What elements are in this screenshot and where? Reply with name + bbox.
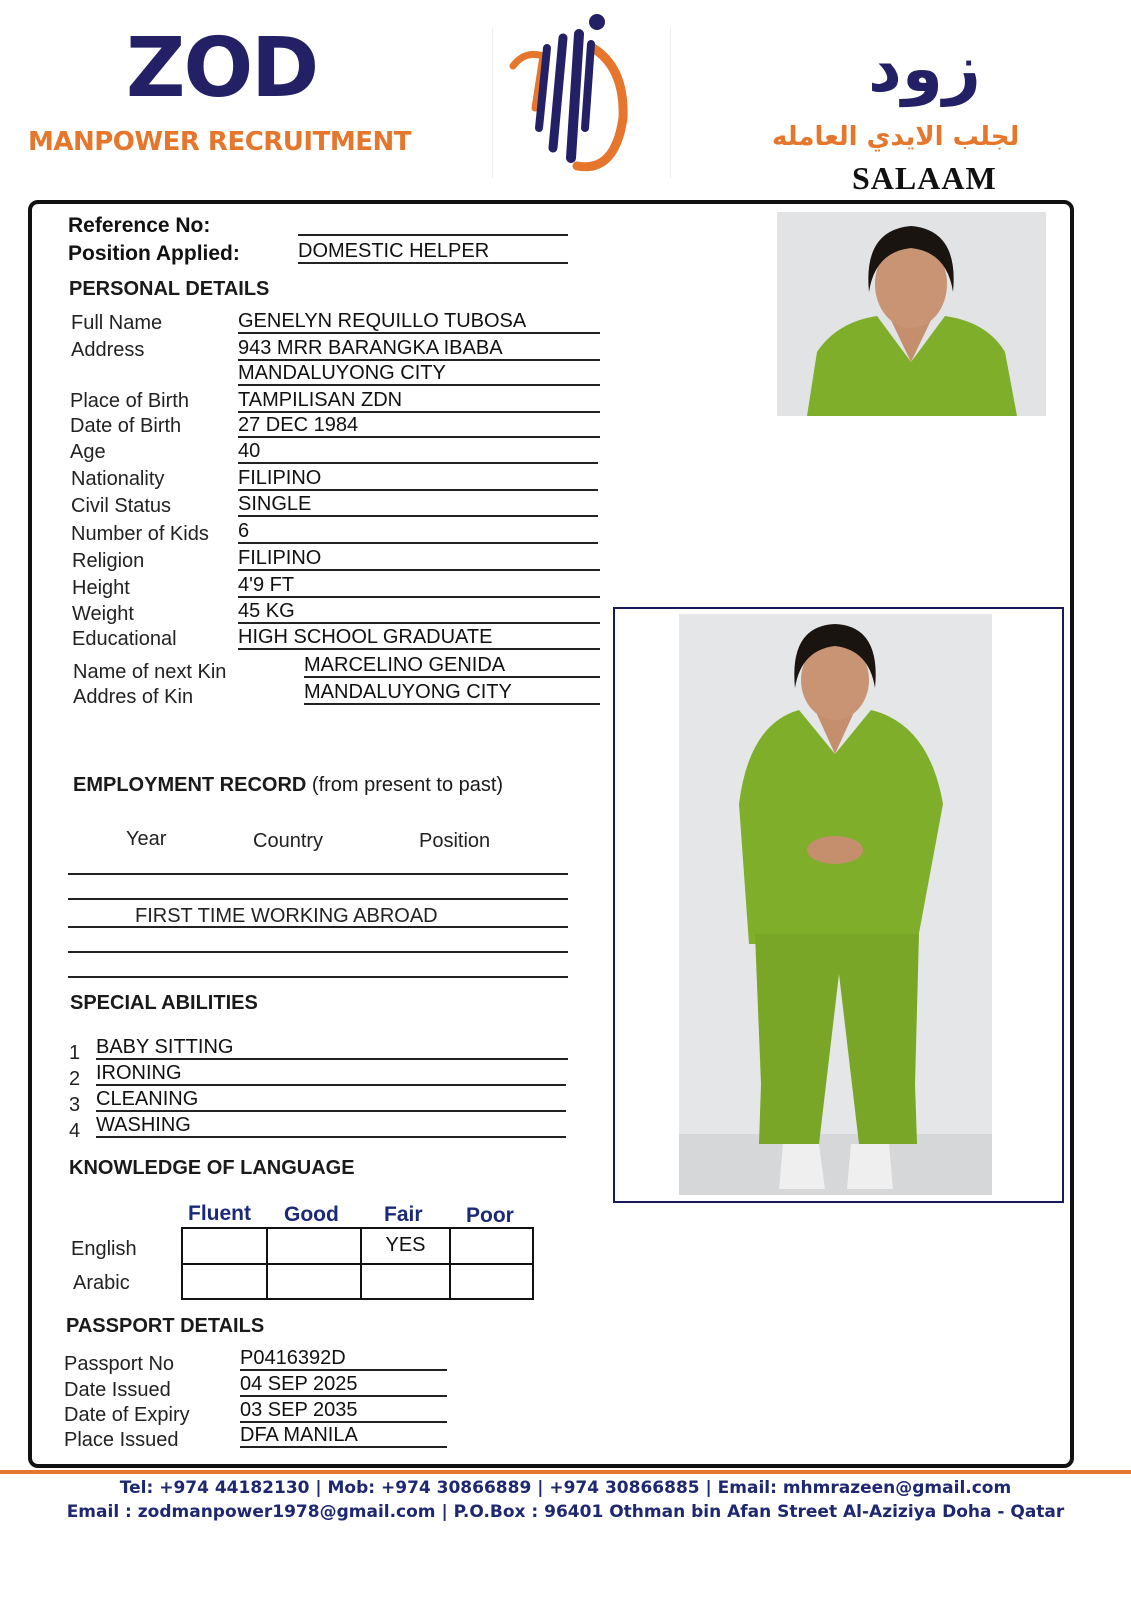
- personal-value: 4'9 FT: [238, 574, 600, 598]
- personal-value: FILIPINO: [238, 467, 598, 491]
- personal-label: Religion: [72, 550, 145, 572]
- personal-label: Civil Status: [71, 495, 172, 517]
- applicant-portrait-photo: [777, 212, 1046, 416]
- employment-note: (from present to past): [311, 774, 504, 796]
- personal-label: Age: [70, 441, 106, 463]
- kin-value: MARCELINO GENIDA: [304, 654, 600, 678]
- language-cell: [360, 1263, 451, 1300]
- employment-line: [68, 926, 568, 928]
- personal-value: SINGLE: [238, 493, 598, 517]
- personal-label: Place of Birth: [70, 390, 189, 412]
- ability-item: CLEANING: [96, 1088, 566, 1112]
- level-poor: Poor: [466, 1204, 514, 1227]
- reference-value: [298, 212, 568, 236]
- ability-item: WASHING: [96, 1114, 566, 1138]
- arabic-brand: زود: [868, 30, 981, 107]
- personal-value: GENELYN REQUILLO TUBOSA: [238, 310, 600, 334]
- arabic-tagline: لجلب الايدي العامله: [772, 122, 1020, 152]
- language-cell: [266, 1227, 362, 1265]
- personal-label: Address: [71, 339, 145, 361]
- passport-value: 04 SEP 2025: [240, 1373, 447, 1397]
- ability-number: 4: [69, 1120, 81, 1142]
- position-value: DOMESTIC HELPER: [298, 240, 568, 264]
- level-fluent: Fluent: [188, 1202, 251, 1225]
- personal-label: Full Name: [71, 312, 163, 334]
- personal-details-title: PERSONAL DETAILS: [69, 278, 270, 300]
- passport-details-title: PASSPORT DETAILS: [66, 1315, 265, 1337]
- employment-header-year: Year: [126, 828, 167, 850]
- applicant-full-photo: [679, 614, 992, 1195]
- language-cell: [181, 1263, 268, 1300]
- language-cell: [449, 1263, 534, 1300]
- passport-value: DFA MANILA: [240, 1424, 447, 1448]
- personal-label: Nationality: [71, 468, 165, 490]
- ability-number: 3: [69, 1094, 81, 1116]
- employment-entry: FIRST TIME WORKING ABROAD: [135, 905, 438, 927]
- ability-item: IRONING: [96, 1062, 566, 1086]
- footer-divider: [0, 1470, 1131, 1474]
- personal-value: HIGH SCHOOL GRADUATE: [238, 626, 600, 650]
- employment-title: EMPLOYMENT RECORD: [73, 774, 307, 796]
- brand-tagline: MANPOWER RECRUITMENT: [28, 127, 411, 157]
- personal-value: 6: [238, 520, 598, 544]
- personal-value: 943 MRR BARANGKA IBABA: [238, 337, 600, 361]
- level-good: Good: [284, 1203, 339, 1226]
- employment-header-country: Country: [253, 830, 324, 852]
- header-divider: [670, 28, 671, 178]
- passport-label: Passport No: [64, 1353, 175, 1375]
- reference-label: Reference No:: [68, 214, 211, 237]
- personal-value: 40: [238, 440, 598, 464]
- personal-value: TAMPILISAN ZDN: [238, 389, 600, 413]
- company-logo-icon: [505, 8, 655, 178]
- footer-contact-line: Tel: +974 44182130 | Mob: +974 30866889 | +974 30866885 | Email: mhmrazeen@gmail.com: [119, 1478, 1012, 1498]
- ability-number: 1: [69, 1042, 81, 1064]
- personal-value: FILIPINO: [238, 547, 600, 571]
- personal-label: Date of Birth: [70, 415, 182, 437]
- ability-item: BABY SITTING: [96, 1036, 568, 1060]
- passport-label: Place Issued: [64, 1429, 179, 1451]
- special-abilities-title: SPECIAL ABILITIES: [70, 992, 258, 1014]
- language-cell: [266, 1263, 362, 1300]
- language-name: Arabic: [73, 1272, 130, 1294]
- passport-value: P0416392D: [240, 1347, 447, 1371]
- kin-label: Name of next Kin: [73, 661, 227, 683]
- language-name: English: [71, 1238, 137, 1260]
- personal-value: 27 DEC 1984: [238, 414, 600, 438]
- footer-address-line: Email : zodmanpower1978@gmail.com | P.O.Box : 96401 Othman bin Afan Street Al-Aziziya Doha - Qatar: [66, 1502, 1065, 1522]
- personal-label: Number of Kids: [71, 523, 209, 545]
- brand-logo-text: ZOD: [126, 21, 318, 116]
- employment-line: [68, 898, 568, 900]
- position-label: Position Applied:: [68, 242, 240, 265]
- kin-label: Addres of Kin: [73, 686, 194, 708]
- employment-record-title: [73, 774, 503, 797]
- personal-value: 45 KG: [238, 600, 600, 624]
- kin-value: MANDALUYONG CITY: [304, 681, 600, 705]
- ability-number: 2: [69, 1068, 81, 1090]
- personal-label: Height: [72, 577, 130, 599]
- language-cell: [449, 1227, 534, 1265]
- passport-label: Date of Expiry: [64, 1404, 190, 1426]
- personal-label: Weight: [72, 603, 134, 625]
- personal-label: Educational: [72, 628, 177, 650]
- employment-line: [68, 976, 568, 978]
- language-title: KNOWLEDGE OF LANGUAGE: [69, 1157, 355, 1179]
- passport-value: 03 SEP 2035: [240, 1399, 447, 1423]
- language-cell: [181, 1227, 268, 1265]
- header-divider: [492, 28, 493, 178]
- language-cell: YES: [360, 1227, 451, 1265]
- level-fair: Fair: [384, 1203, 423, 1226]
- employment-line: [68, 951, 568, 953]
- passport-label: Date Issued: [64, 1379, 171, 1401]
- salaam-label: SALAAM: [852, 160, 997, 196]
- employment-header-position: Position: [419, 830, 491, 852]
- personal-value: MANDALUYONG CITY: [238, 362, 600, 386]
- employment-line: [68, 873, 568, 875]
